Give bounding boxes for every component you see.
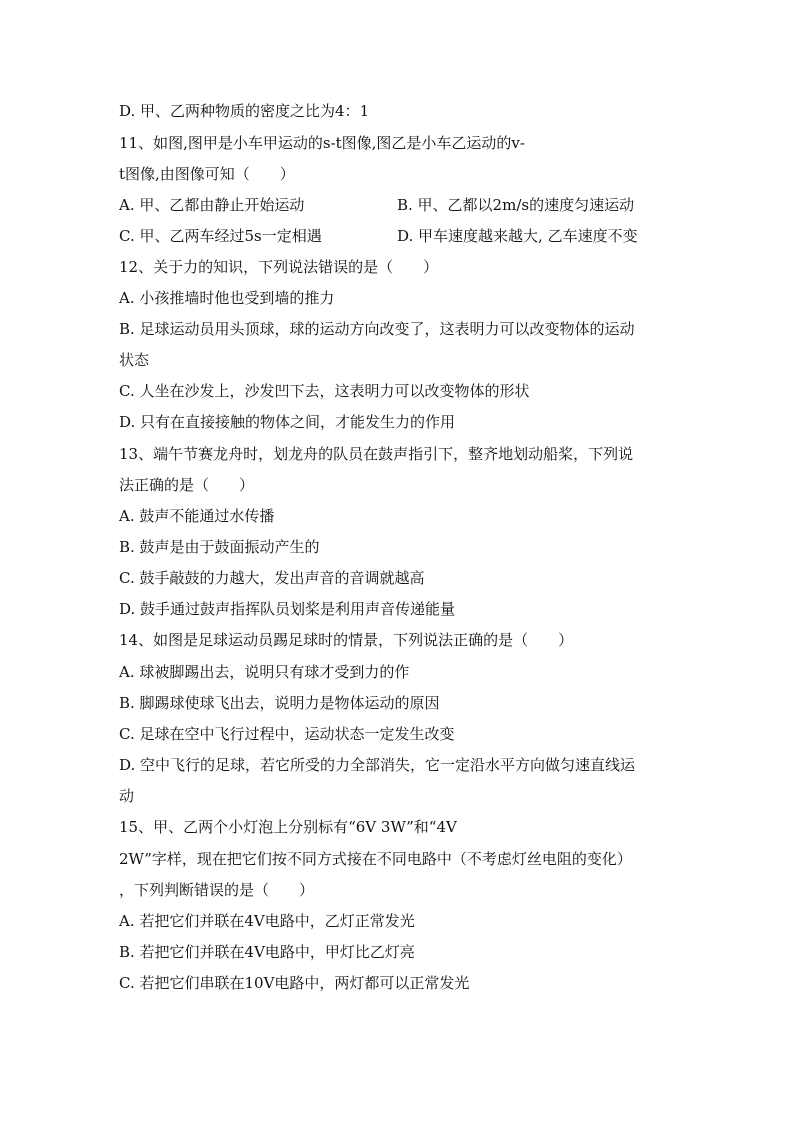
- question-15: 15、甲、乙两个小灯泡上分别标有“6V 3W”和“4V: [119, 818, 457, 836]
- option-a-q14: A. 球被脚踢出去，说明只有球才受到力的作: [119, 663, 410, 681]
- option-a-q13: A. 鼓声不能通过水传播: [119, 507, 275, 525]
- question-13-cont: 法正确的是（ ）: [119, 476, 255, 494]
- question-11-cont: t图像,由图像可知（ ）: [119, 165, 295, 183]
- option-a-q15: A. 若把它们并联在4V电路中，乙灯正常发光: [119, 912, 415, 930]
- question-13: 13、端午节赛龙舟时，划龙舟的队员在鼓声指引下，整齐地划动船桨，下列说: [119, 445, 634, 463]
- option-b-q13: B. 鼓声是由于鼓面振动产生的: [119, 538, 320, 556]
- option-b-q12-cont: 状态: [119, 351, 150, 369]
- option-d-q12: D. 只有在直接接触的物体之间，才能发生力的作用: [119, 413, 456, 431]
- option-c-q14: C. 足球在空中飞行过程中，运动状态一定发生改变: [119, 725, 455, 743]
- question-15-cont2: ，下列判断错误的是（ ）: [119, 881, 315, 899]
- option-b-q14: B. 脚踢球使球飞出去，说明力是物体运动的原因: [119, 694, 440, 712]
- option-d-q14: D. 空中飞行的足球，若它所受的力全部消失，它一定沿水平方向做匀速直线运: [119, 756, 636, 774]
- option-c-q13: C. 鼓手敲鼓的力越大，发出声音的音调就越高: [119, 569, 425, 587]
- option-a-q12: A. 小孩推墙时他也受到墙的推力: [119, 289, 335, 307]
- question-14: 14、如图是足球运动员踢足球时的情景，下列说法正确的是（ ）: [119, 631, 574, 649]
- option-d-q11: D. 甲车速度越来越大, 乙车速度不变: [397, 227, 638, 245]
- option-b-q15: B. 若把它们并联在4V电路中，甲灯比乙灯亮: [119, 943, 415, 961]
- question-11: 11、如图,图甲是小车甲运动的s-t图像,图乙是小车乙运动的v-: [119, 134, 525, 152]
- option-c-q15: C. 若把它们串联在10V电路中，两灯都可以正常发光: [119, 974, 470, 992]
- question-12: 12、关于力的知识，下列说法错误的是（ ）: [119, 258, 439, 276]
- option-d-q13: D. 鼓手通过鼓声指挥队员划桨是利用声音传递能量: [119, 600, 456, 618]
- option-b-q12: B. 足球运动员用头顶球，球的运动方向改变了，这表明力可以改变物体的运动: [119, 320, 635, 338]
- option-d-q10: D. 甲、乙两种物质的密度之比为4：1: [119, 102, 370, 120]
- question-15-cont: 2W”字样，现在把它们按不同方式接在不同电路中（不考虑灯丝电阻的变化）: [119, 850, 632, 868]
- option-c-q12: C. 人坐在沙发上，沙发凹下去，这表明力可以改变物体的形状: [119, 382, 530, 400]
- option-d-q14-cont: 动: [119, 787, 135, 805]
- option-c-q11: C. 甲、乙两车经过5s一定相遇: [119, 227, 322, 245]
- option-a-q11: A. 甲、乙都由静止开始运动: [119, 196, 305, 214]
- option-b-q11: B. 甲、乙都以2m/s的速度匀速运动: [397, 196, 635, 214]
